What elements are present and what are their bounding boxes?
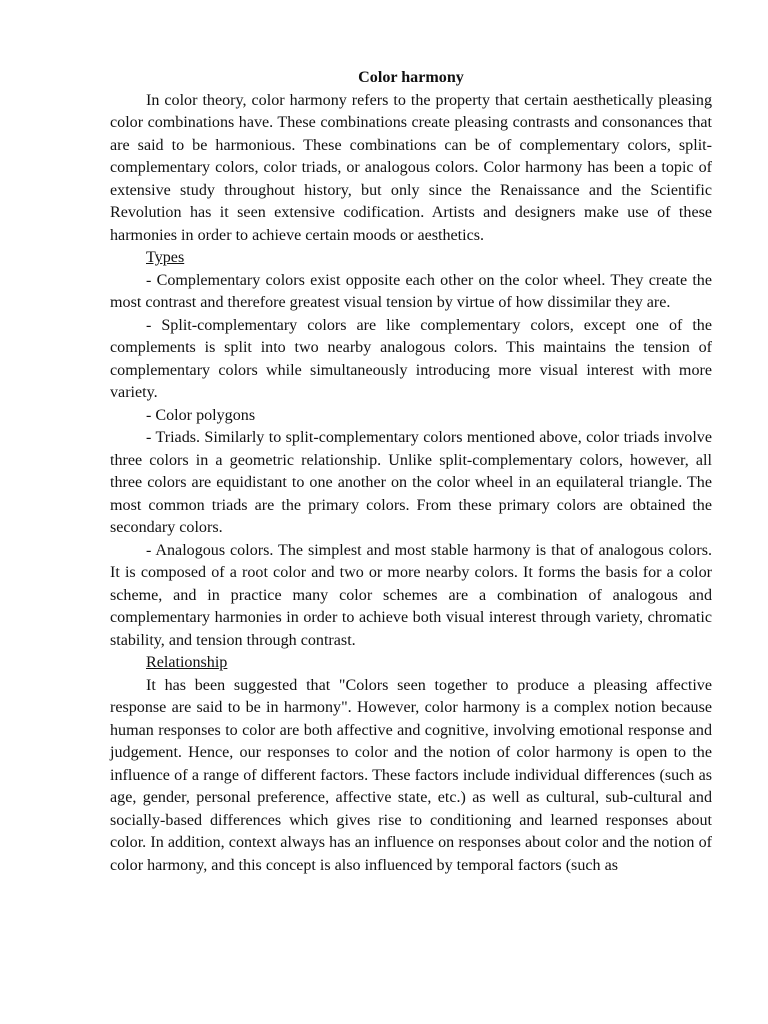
relationship-paragraph: It has been suggested that "Colors seen together to produce a pleasing affective response are said to be in harmony". However, color harmony is a complex notion because human responses to color are both affective and cognitive, involving emotional response and judgement. Hence, our responses to color and the notion of color harmony is open to the influence of a range of different factors. These factors include individual differences (such as age, gender, personal preference, affective state, etc.) as well as cultural, sub-cultural and socially-based differences which gives rise to conditioning and learned responses about color. In addition, context always has an influence on responses about color and the notion of color harmony, and this concept is also influenced by temporal factors (such as — [110, 676, 712, 874]
type-paragraph-split-complementary: - Split-complementary colors are like complementary colors, except one of the complements is split into two nearby analogous colors. This maintains the tension of complementary colors while simultaneously introducing more visual interest with more variety. — [110, 316, 712, 401]
document-title: Color harmony — [358, 69, 464, 86]
relationship-heading-text: Relationship — [146, 654, 228, 671]
types-heading-text: Types — [146, 249, 185, 266]
type-paragraph-analogous: - Analogous colors. The simplest and most stable harmony is that of analogous colors. It is composed of a root color and two or more nearby colors. It forms the basis for a color scheme, and in practice many color schemes are a combination of analogous and complementary harmonies in order to achieve both visual interest through variety, chromatic stability, and tension through contrast. — [110, 541, 712, 649]
type-paragraph-color-polygons: - Color polygons — [146, 406, 256, 424]
section-heading-types — [110, 247, 712, 270]
intro-paragraph: In color theory, color harmony refers to the property that certain aesthetically pleasing color combinations have. These combinations create pleasing contrasts and consonances that are said to be harmonious. These combinations can be of complementary colors, split-complementary colors, color triads, or analogous colors. Color harmony has been a topic of extensive study throughout history, but only since the Renaissance and the Scientific Revolution has it seen extensive codification. Artists and designers make use of these harmonies in order to achieve certain moods or aesthetics. — [110, 91, 712, 244]
section-heading-relationship — [110, 652, 712, 675]
type-paragraph-triads: - Triads. Similarly to split-complementary colors mentioned above, color triads involve three colors in a geometric relationship. Unlike split-complementary colors, however, all three colors are equidistant to one another on the color wheel in an equilateral triangle. The most common triads are the primary colors. From these primary colors are obtained the secondary colors. — [110, 429, 712, 536]
document-page — [110, 67, 712, 877]
type-paragraph-complementary: - Complementary colors exist opposite each other on the color wheel. They create the most contrast and therefore greatest visual tension by virtue of how dissimilar they are. — [110, 271, 712, 311]
